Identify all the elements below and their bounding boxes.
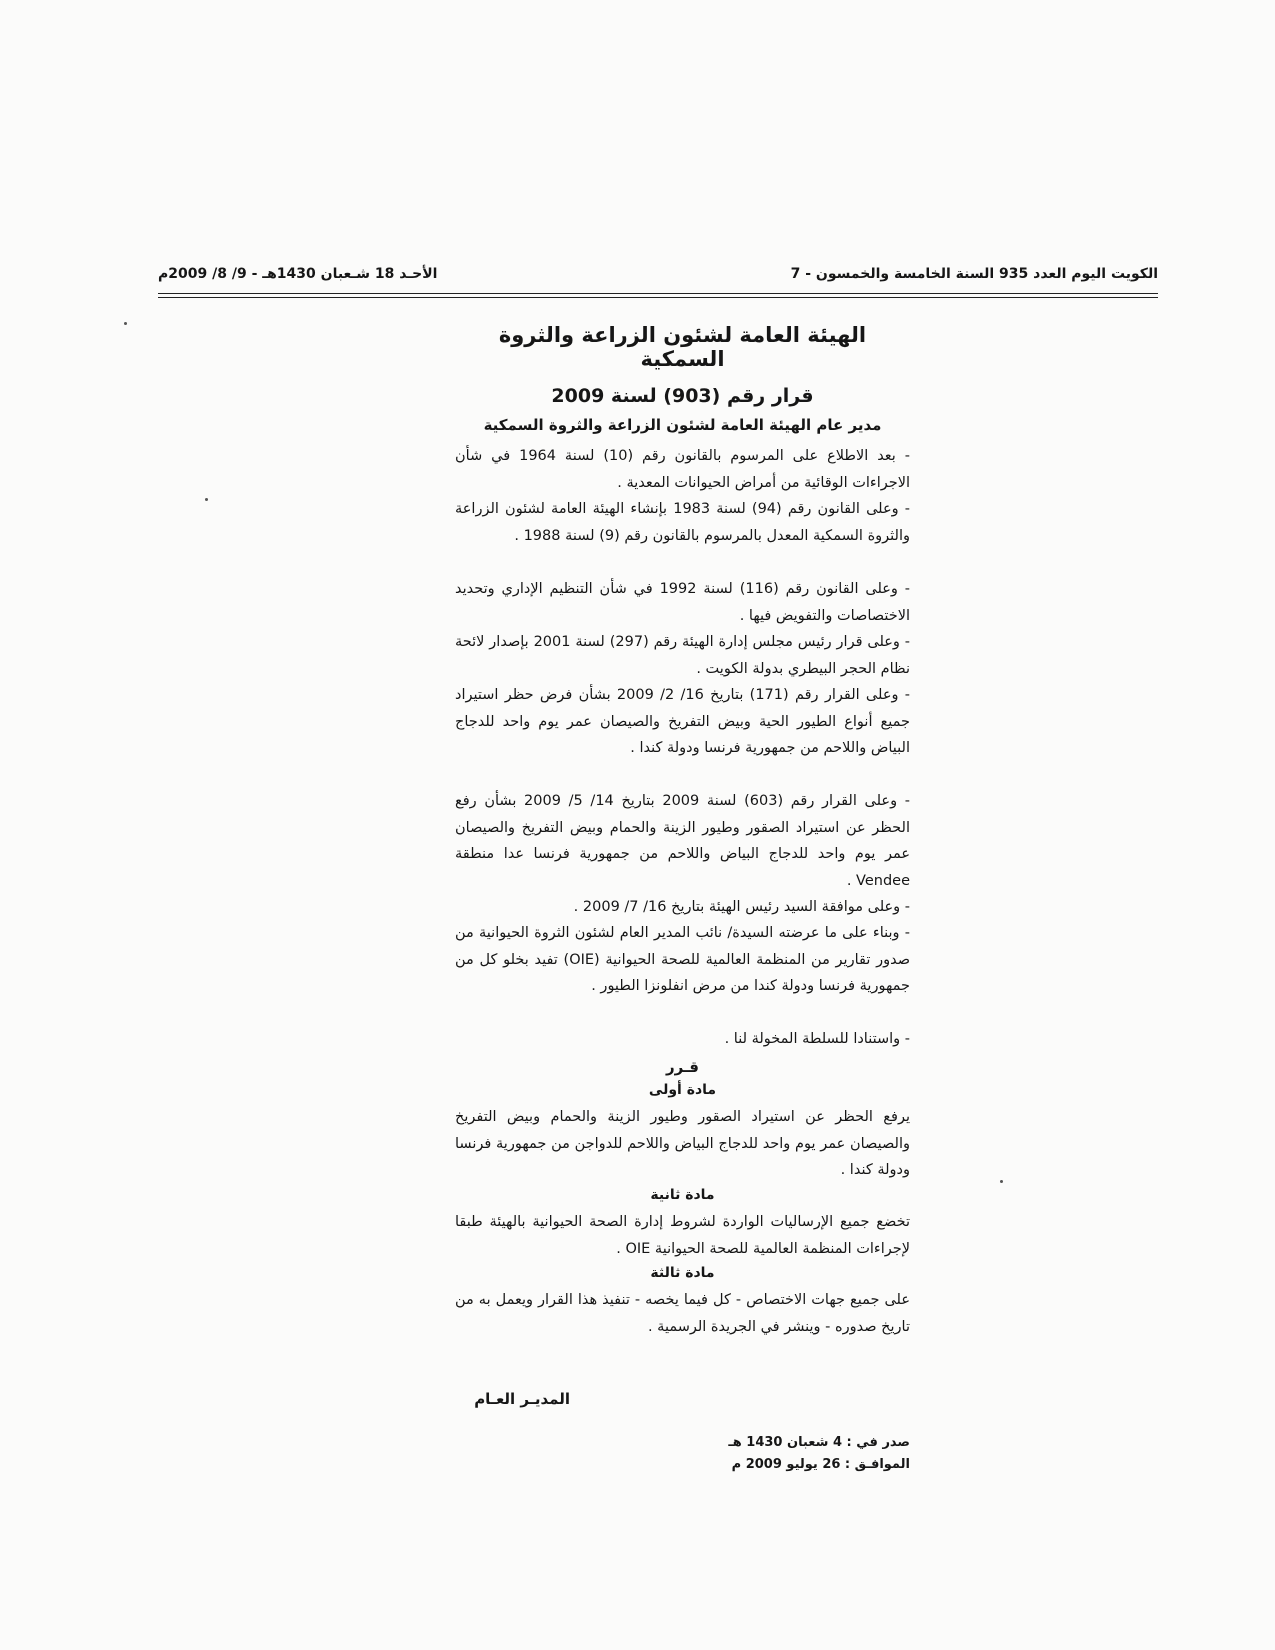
decision-title: قرار رقم (903) لسنة 2009 [551,385,814,407]
article-heading: مادة ثانية [650,1187,715,1203]
preamble-clause: - بعد الاطلاع على المرسوم بالقانون رقم (10) لسنة 1964 في شأن الاجراءات الوقائية من أمراض الحيوانات المعدية . [455,448,910,491]
preamble-clause: - وعلى القرار رقم (171) بتاريخ 16/ 2/ 2009 بشأن فرض حظر استيراد جميع أنواع الطيور الحية وبيض التفريخ والصيصان عمر يوم واحد للدجاج البياض واللاحم من جمهورية فرنسا ودولة كندا . [455,687,910,756]
header-issue: الكويت اليوم العدد 935 السنة الخامسة والخمسون - 7 [790,266,1158,282]
preamble-clause: - وعلى القانون رقم (94) لسنة 1983 بإنشاء الهيئة العامة لشئون الزراعة والثروة السمكية المعدل بالمرسوم بالقانون رقم (9) لسنة 1988 . [455,501,910,544]
agency-title: الهيئة العامة لشئون الزراعة والثروة السمكية [498,323,867,371]
preamble-clause: - وعلى قرار رئيس مجلس إدارة الهيئة رقم (297) لسنة 2001 بإصدار لائحة نظام الحجر البيطري بدولة الكويت . [455,634,910,677]
preamble-clause: - واستنادا للسلطة المخولة لنا . [724,1031,910,1047]
preamble-clause: - وعلى القرار رقم (603) لسنة 2009 بتاريخ 14/ 5/ 2009 بشأن رفع الحظر عن استيراد الصقور وطيور الزينة والحمام وبيض التفريخ والصيصان عمر يوم واحد للدجاج البياض واللاحم من جمهورية فرنسا عدا منطقة Vendee . [455,793,910,889]
article-heading: مادة ثالثة [650,1265,715,1281]
preamble-clause: - وبناء على ما عرضته السيدة/ نائب المدير العام لشئون الثروة الحيوانية من صدور تقارير من المنظمة العالمية للصحة الحيوانية (OIE) تفيد بخلو كل من جمهورية فرنسا ودولة كندا من مرض انفلونزا الطيور . [455,925,911,994]
preamble-clause: - وعلى موافقة السيد رئيس الهيئة بتاريخ 16/ 7/ 2009 . [573,899,910,915]
decides-heading: قـرر [666,1058,699,1076]
preamble-clause: - وعلى القانون رقم (116) لسنة 1992 في شأن التنظيم الإداري وتحديد الاختصاصات والتفويض فيها . [455,581,911,624]
article-heading: مادة أولى [648,1082,717,1098]
scan-speck [1000,1180,1003,1183]
gazette-header [158,266,1158,290]
issued-date-hijri: صدر في : 4 شعبان 1430 هـ [728,1435,910,1450]
header-rule [158,293,1158,294]
issued-date-gregorian: الموافـق : 26 يوليو 2009 م [731,1457,910,1472]
scan-speck [205,498,208,501]
header-date: الأحـد 18 شـعبان 1430هـ - 9/ 8/ 2009م [158,266,438,282]
scan-speck [124,322,127,325]
issuer-line: مدير عام الهيئة العامة لشئون الزراعة والثروة السمكية [483,416,882,434]
article-text: على جميع جهات الاختصاص - كل فيما يخصه - تنفيذ هذا القرار ويعمل به من تاريخ صدوره - وينشر في الجريدة الرسمية . [455,1292,910,1335]
article-text: يرفع الحظر عن استيراد الصقور وطيور الزينة والحمام وبيض التفريخ والصيصان عمر يوم واحد للدجاج البياض واللاحم للدواجن من جمهورية فرنسا ودولة كندا . [455,1109,910,1178]
header-rule [158,297,1158,298]
article-text: تخضع جميع الإرساليات الواردة لشروط إدارة الصحة الحيوانية بالهيئة طبقا لإجراءات المنظمة العالمية للصحة الحيوانية OIE . [455,1214,910,1257]
signature-title: المديـر العـام [474,1390,570,1408]
